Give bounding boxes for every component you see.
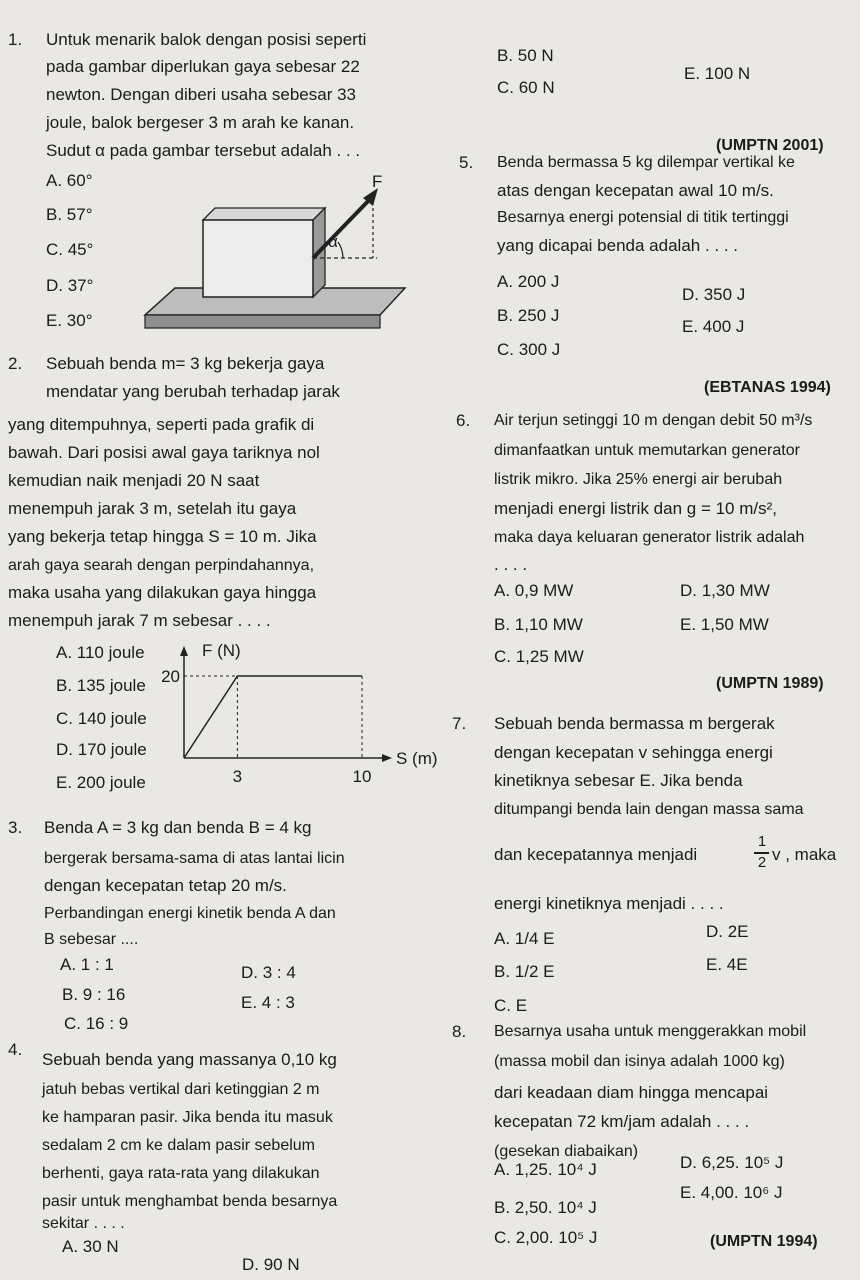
fraction-denominator: 2 [757,854,767,871]
x-axis-arrowhead [382,754,392,762]
q5-number: 5. [459,153,474,172]
q1-option-c: C. 45° [46,240,94,259]
q2-option-d: D. 170 joule [56,740,147,759]
q2-option-c: C. 140 joule [56,709,147,728]
q1-option-d: D. 37° [46,276,94,295]
q2-text-line: kemudian naik menjadi 20 N saat [8,471,260,490]
source-umptn-1989: (UMPTN 1989) [716,675,824,692]
block-front [203,220,313,297]
source-umptn-2001: (UMPTN 2001) [716,137,824,154]
q6-option-a: A. 0,9 MW [494,581,574,600]
q8-text-line: Besarnya usaha untuk menggerakkan mobil [494,1023,807,1040]
prev-option-b: B. 50 N [497,46,554,65]
q6-option-e: E. 1,50 MW [680,615,769,634]
q2-option-e: E. 200 joule [56,773,146,792]
q1-option-b: B. 57° [46,205,93,224]
q2-option-a: A. 110 joule [56,643,145,662]
q1-text-line: joule, balok bergeser 3 m arah ke kanan. [46,113,355,132]
q4-option-d: D. 90 N [242,1255,300,1274]
q6-number: 6. [456,411,471,430]
q5-option-b: B. 250 J [497,306,560,325]
q4-text-line: berhenti, gaya rata-rata yang dilakukan [42,1165,320,1182]
q2-text-line: bawah. Dari posisi awal gaya tariknya nol [8,443,320,462]
q7-text-line: dengan kecepatan v sehingga energi [494,743,773,762]
q7-text-line: dan kecepatannya menjadi [494,845,698,864]
q5-option-c: C. 300 J [497,340,561,359]
q5-text-line: Besarnya energi potensial di titik tertinggi [497,209,789,226]
force-label: F [372,172,383,191]
q2-text-line: maka usaha yang dilakukan gaya hingga [8,583,317,602]
q3-text-line: B sebesar .... [44,931,139,948]
q8-text-line: (gesekan diabaikan) [494,1143,639,1160]
y-axis-arrowhead [180,646,188,656]
q8-option-a: A. 1,25. 10⁴ J [494,1160,597,1179]
source-ebtanas-1994: (EBTANAS 1994) [704,379,831,396]
q4-text-line: jatuh bebas vertikal dari ketinggian 2 m [42,1081,320,1098]
q3-option-d: D. 3 : 4 [241,963,296,982]
q6-text-line: dimanfaatkan untuk memutarkan generator [494,442,800,459]
q2-text-line: menempuh jarak 7 m sebesar . . . . [8,611,271,630]
q1-option-e: E. 30° [46,311,93,330]
q7-option-e: E. 4E [706,955,748,974]
q7-text-line: kinetiknya sebesar E. Jika benda [494,771,743,790]
q7-option-c: C. E [494,996,528,1015]
q3-text-line: Perbandingan energi kinetik benda A dan [44,905,336,922]
q5-option-e: E. 400 J [682,317,745,336]
q2-number: 2. [8,354,23,373]
prev-option-c: C. 60 N [497,78,555,97]
q2-text-line: Sebuah benda m= 3 kg bekerja gaya [46,354,325,373]
q2-text-line: yang bekerja tetap hingga S = 10 m. Jika [8,527,317,546]
q7-text-line: energi kinetiknya menjadi . . . . [494,894,724,913]
x-tick-label: 10 [352,767,372,786]
q7-text-line: Sebuah benda bermassa m bergerak [494,714,775,733]
q4-number: 4. [8,1040,23,1059]
q2-text-line: mendatar yang berubah terhadap jarak [46,382,340,401]
q2-option-b: B. 135 joule [56,676,146,695]
force-distance-chart [150,630,450,800]
q3-option-a: A. 1 : 1 [60,955,114,974]
q4-text-line: sedalam 2 cm ke dalam pasir sebelum [42,1137,316,1154]
q6-option-c: C. 1,25 MW [494,647,584,666]
q7-option-d: D. 2E [706,922,749,941]
q3-option-c: C. 16 : 9 [64,1014,129,1033]
q5-text-line: Benda bermassa 5 kg dilempar vertikal ke [497,154,795,171]
q7-number: 7. [452,714,467,733]
q1-text-line: Sudut α pada gambar tersebut adalah . . . [46,141,361,160]
block-top [203,208,325,220]
q1-number: 1. [8,30,23,49]
q3-text-line: bergerak bersama-sama di atas lantai licin [44,850,345,867]
q7-text-line: v , maka [772,845,837,864]
q4-option-a: A. 30 N [62,1237,119,1256]
q6-text-line: maka daya keluaran generator listrik adalah [494,529,805,546]
source-umptn-1994: (UMPTN 1994) [710,1233,818,1250]
q1-text-line: pada gambar diperlukan gaya sebesar 22 [46,57,360,76]
q3-text-line: Benda A = 3 kg dan benda B = 4 kg [44,818,312,837]
q3-option-e: E. 4 : 3 [241,993,295,1012]
force-series-line [184,676,362,758]
prev-option-e: E. 100 N [684,64,751,83]
fraction-numerator: 1 [757,833,767,850]
q2-text-line: arah gaya searah dengan perpindahannya, [8,557,315,574]
q7-option-a: A. 1/4 E [494,929,555,948]
q6-text-line: listrik mikro. Jika 25% energi air berubah [494,471,783,488]
q6-option-d: D. 1,30 MW [680,581,770,600]
q4-text-line: sekitar . . . . [42,1215,125,1232]
q3-text-line: dengan kecepatan tetap 20 m/s. [44,876,287,895]
q1-text-line: newton. Dengan diberi usaha sebesar 33 [46,85,356,104]
floor-edge [145,315,380,328]
q6-text-line: . . . . [494,555,528,574]
q4-text-line: Sebuah benda yang massanya 0,10 kg [42,1050,337,1069]
q7-text-line: ditumpangi benda lain dengan massa sama [494,801,804,818]
q5-option-d: D. 350 J [682,285,746,304]
x-axis-label: S (m) [396,749,438,768]
q8-option-b: B. 2,50. 10⁴ J [494,1198,597,1217]
q6-option-b: B. 1,10 MW [494,615,583,634]
block-force-figure [135,170,435,335]
y-axis-label: F (N) [202,641,241,660]
q6-text-line: Air terjun setinggi 10 m dengan debit 50 m³/s [494,412,813,429]
angle-arc [338,242,343,258]
q4-text-line: pasir untuk menghambat benda besarnya [42,1193,338,1210]
q5-option-a: A. 200 J [497,272,560,291]
q8-text-line: kecepatan 72 km/jam adalah . . . . [494,1112,750,1131]
q3-number: 3. [8,818,23,837]
q4-text-line: ke hamparan pasir. Jika benda itu masuk [42,1109,333,1126]
q5-text-line: atas dengan kecepatan awal 10 m/s. [497,181,774,200]
q8-number: 8. [452,1022,467,1041]
q6-text-line: menjadi energi listrik dan g = 10 m/s², [494,499,777,518]
angle-label: α [328,232,338,251]
y-tick-label: 20 [161,667,180,686]
x-tick-label: 3 [232,767,243,786]
q3-option-b: B. 9 : 16 [62,985,126,1004]
q8-option-d: D. 6,25. 10⁵ J [680,1153,784,1172]
q1-text-line: Untuk menarik balok dengan posisi seperti [46,30,367,49]
q8-option-c: C. 2,00. 10⁵ J [494,1228,598,1247]
q8-text-line: (massa mobil dan isinya adalah 1000 kg) [494,1053,785,1070]
q5-text-line: yang dicapai benda adalah . . . . [497,236,739,255]
q7-option-b: B. 1/2 E [494,962,555,981]
q2-text-line: yang ditempuhnya, seperti pada grafik di [8,415,315,434]
q8-option-e: E. 4,00. 10⁶ J [680,1183,783,1202]
q1-option-a: A. 60° [46,171,93,190]
q8-text-line: dari keadaan diam hingga mencapai [494,1083,769,1102]
q2-text-line: menempuh jarak 3 m, setelah itu gaya [8,499,297,518]
